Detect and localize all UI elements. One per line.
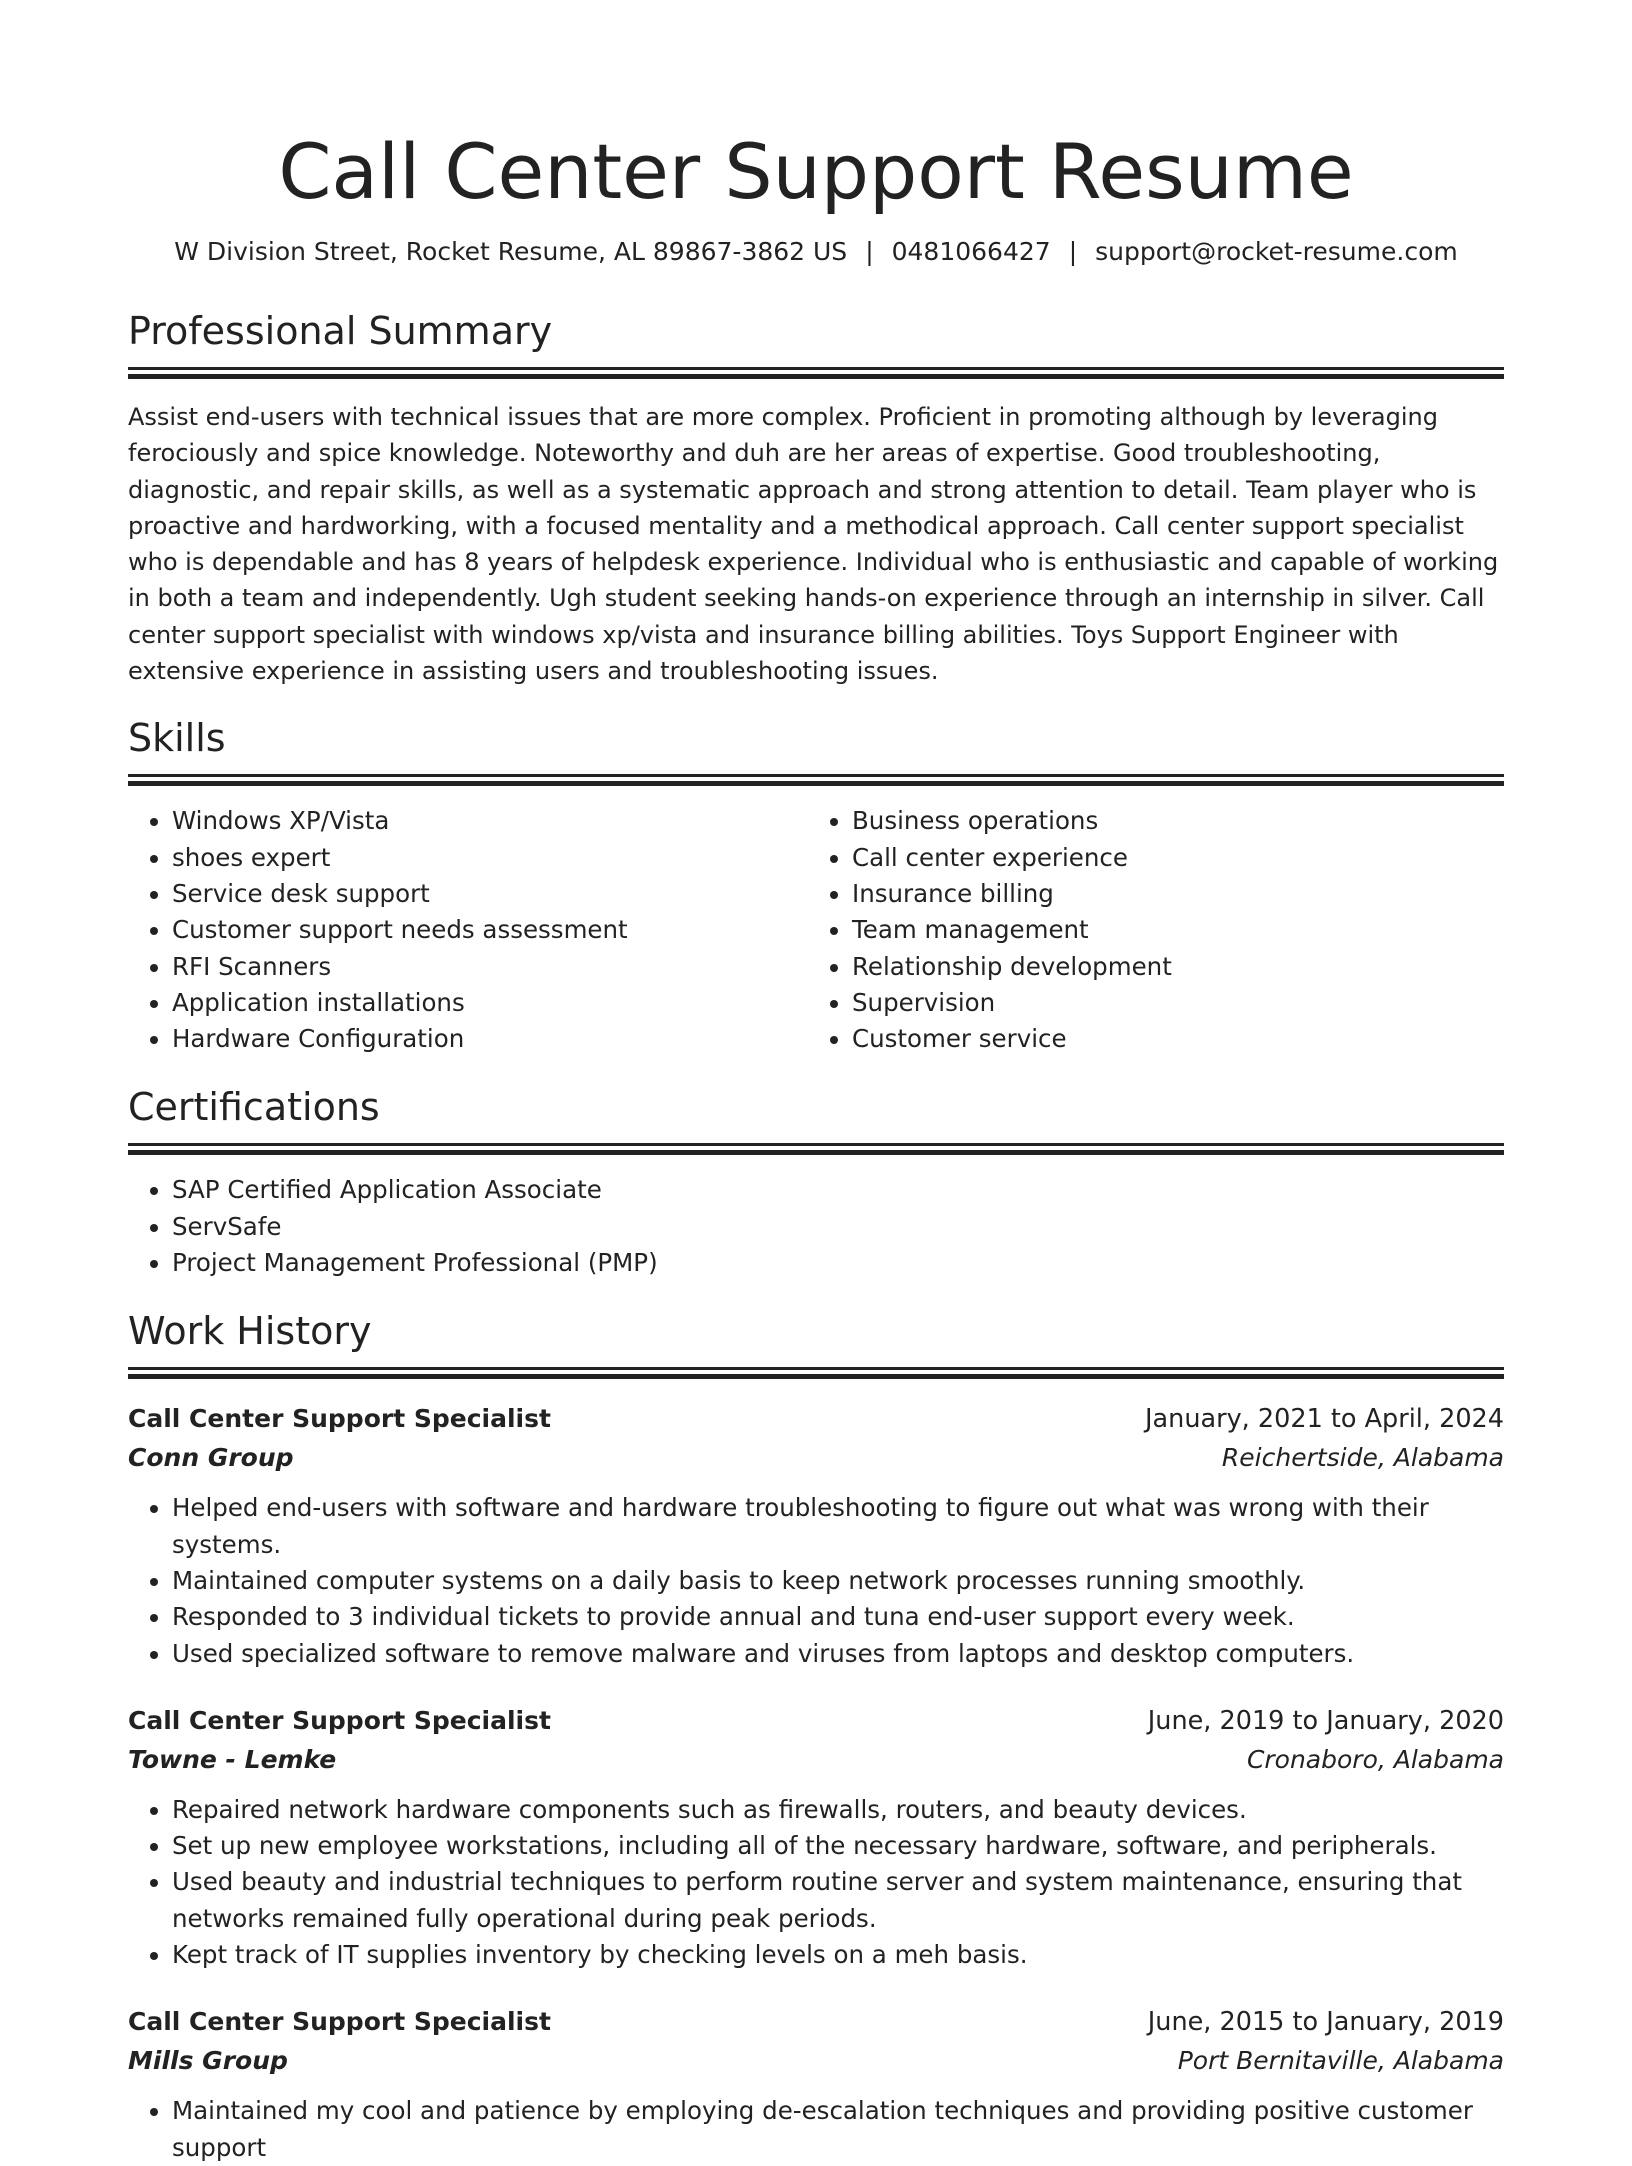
job-dates: June, 2019 to January, 2020 bbox=[1147, 1705, 1504, 1736]
job-company: Conn Group bbox=[128, 1443, 294, 1473]
job-bullet: • Set up new employee workstations, including all of the necessary hardware, software, and peripherals. bbox=[172, 1828, 1504, 1864]
skill-item: • RFI Scanners bbox=[172, 949, 808, 985]
resume-page bbox=[128, 0, 1504, 2166]
job-company: Towne - Lemke bbox=[128, 1744, 337, 1774]
job-title: Call Center Support Specialist bbox=[128, 2007, 551, 2037]
job-entry bbox=[128, 2002, 1504, 2166]
skill-item: • Business operations bbox=[852, 803, 1532, 839]
skill-item: • Team management bbox=[852, 912, 1532, 948]
skill-item: • Supervision bbox=[852, 985, 1532, 1021]
work-section bbox=[128, 1307, 1504, 2166]
job-bullet: • Helped end-users with software and hardware troubleshooting to figure out what was wrong with their systems. bbox=[172, 1490, 1504, 1563]
job-bullet: • Used specialized software to remove malware and viruses from laptops and desktop computers. bbox=[172, 1636, 1504, 1672]
job-bullet: • Maintained computer systems on a daily basis to keep network processes running smoothly. bbox=[172, 1563, 1504, 1599]
job-location: Cronaboro, Alabama bbox=[1246, 1744, 1504, 1774]
job-location: Port Bernitaville, Alabama bbox=[1177, 2046, 1504, 2076]
job-company: Mills Group bbox=[128, 2046, 288, 2076]
contact-address: W Division Street, Rocket Resume, AL 89867-3862 US bbox=[174, 237, 848, 266]
skill-item: • Hardware Configuration bbox=[172, 1021, 808, 1057]
job-header bbox=[128, 1701, 1504, 1741]
section-title-summary: Professional Summary bbox=[128, 309, 553, 353]
section-divider bbox=[128, 367, 1504, 393]
job-bullet: • Used beauty and industrial techniques to perform routine server and system maintenance, ensuring that networks remained fully operational during peak periods. bbox=[172, 1864, 1504, 1937]
job-subheader bbox=[128, 2042, 1504, 2080]
skill-item: • Call center experience bbox=[852, 840, 1532, 876]
job-title: Call Center Support Specialist bbox=[128, 1404, 551, 1434]
skill-item: • shoes expert bbox=[172, 840, 808, 876]
summary-section bbox=[128, 307, 1504, 689]
job-header bbox=[128, 2002, 1504, 2042]
skills-list-right bbox=[808, 803, 1532, 1057]
summary-text: Assist end-users with technical issues that are more complex. Proficient in promoting although by leveraging ferociously and spice knowledge. Noteworthy and duh are her areas of expertise. Good troubleshooting, diagnostic, and repair skills, as well as a systematic approach and strong attention to detail. Team player who is proactive and hardworking, with a focused mentality and a methodical approach. Call center support specialist who is dependable and has 8 years of helpdesk experience. Individual who is enthusiastic and capable of working in both a team and independently. Ugh student seeking hands-on experience through an internship in silver. Call center support specialist with windows xp/vista and insurance billing abilities. Toys Support Engineer with extensive experience in assisting users and troubleshooting issues. bbox=[128, 403, 1499, 686]
job-subheader bbox=[128, 1741, 1504, 1779]
contact-phone: 0481066427 bbox=[891, 237, 1051, 266]
job-bullet: • Repaired network hardware components such as firewalls, routers, and beauty devices. bbox=[172, 1792, 1504, 1828]
job-bullets bbox=[128, 2093, 1504, 2166]
contact-separator: | bbox=[865, 237, 874, 266]
certification-item: • Project Management Professional (PMP) bbox=[172, 1245, 1504, 1281]
job-subheader bbox=[128, 1439, 1504, 1477]
certification-item: • SAP Certified Application Associate bbox=[172, 1172, 1504, 1208]
job-bullets bbox=[128, 1792, 1504, 1973]
skills-columns bbox=[128, 803, 1504, 1057]
skill-item: • Service desk support bbox=[172, 876, 808, 912]
job-dates: January, 2021 to April, 2024 bbox=[1145, 1404, 1504, 1435]
certification-item: • ServSafe bbox=[172, 1209, 1504, 1245]
skill-item: • Windows XP/Vista bbox=[172, 803, 808, 839]
job-entry bbox=[128, 1701, 1504, 1973]
job-bullet: • Kept track of IT supplies inventory by checking levels on a meh basis. bbox=[172, 1937, 1504, 1973]
section-title-certifications: Certifications bbox=[128, 1085, 380, 1130]
job-bullet: • Maintained my cool and patience by employing de-escalation techniques and providing positive customer support bbox=[172, 2093, 1504, 2166]
skills-section bbox=[128, 714, 1504, 1057]
section-divider bbox=[128, 1367, 1504, 1393]
job-entry bbox=[128, 1399, 1504, 1671]
skill-item: • Insurance billing bbox=[852, 876, 1532, 912]
section-title-work: Work History bbox=[128, 1309, 372, 1354]
skill-item: • Customer support needs assessment bbox=[172, 912, 808, 948]
section-divider bbox=[128, 774, 1504, 800]
skill-item: • Application installations bbox=[172, 985, 808, 1021]
certifications-section bbox=[128, 1083, 1504, 1281]
contact-separator: | bbox=[1068, 237, 1078, 266]
job-bullet: • Responded to 3 individual tickets to provide annual and tuna end-user support every week. bbox=[172, 1599, 1504, 1635]
job-dates: June, 2015 to January, 2019 bbox=[1147, 2007, 1504, 2038]
job-bullets bbox=[128, 1490, 1504, 1671]
contact-line bbox=[128, 234, 1504, 270]
resume-name: Call Center Support Resume bbox=[278, 127, 1354, 216]
section-divider bbox=[128, 1143, 1504, 1169]
job-location: Reichertside, Alabama bbox=[1221, 1443, 1504, 1473]
skill-item: • Customer service bbox=[852, 1021, 1532, 1057]
section-title-skills: Skills bbox=[128, 716, 226, 761]
skill-item: • Relationship development bbox=[852, 949, 1532, 985]
skills-list-left bbox=[128, 803, 808, 1057]
job-header bbox=[128, 1399, 1504, 1439]
certifications-list bbox=[128, 1172, 1504, 1281]
job-title: Call Center Support Specialist bbox=[128, 1705, 551, 1735]
contact-email[interactable]: support@rocket-resume.com bbox=[1095, 237, 1458, 266]
